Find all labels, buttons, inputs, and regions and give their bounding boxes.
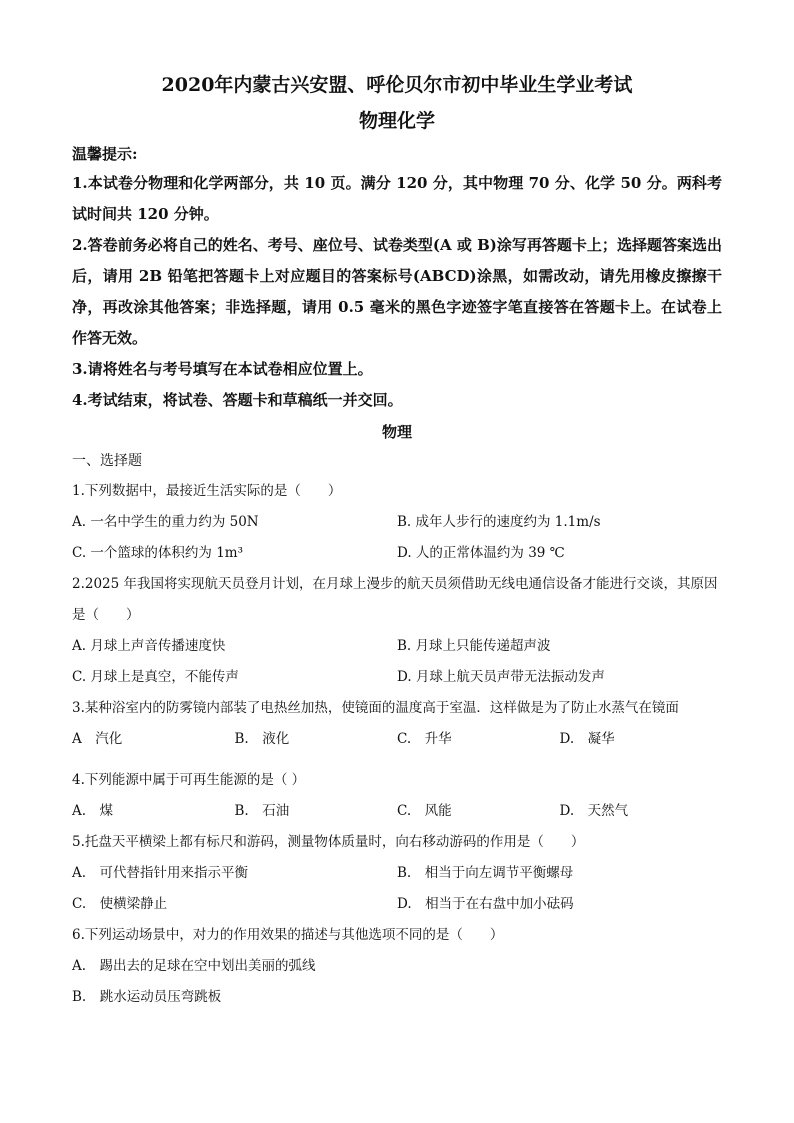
question-1 xyxy=(72,476,722,569)
option-b: B. 月球上只能传递超声波 xyxy=(397,638,551,654)
option-c: C. 风能 xyxy=(397,803,452,819)
part-title: 一、选择题 xyxy=(72,453,142,469)
options-row xyxy=(72,889,722,920)
tip-item-3: 3.请将姓名与考号填写在本试卷相应位置上。 xyxy=(72,360,373,378)
question-stem: 3.某种浴室内的防雾镜内部装了电热丝加热，使镜面的温度高于室温．这样做是为了防止水蒸气在镜面 xyxy=(72,700,679,716)
tip-item-2: 2.答卷前务必将自己的姓名、考号、座位号、试卷类型(A 或 B)涂写再答题卡上；选择题答案选出后，请用 2B 铅笔把答题卡上对应题目的答案标号(ABCD)涂黑，如需改动，请先用橡皮擦擦干净，再改涂其他答案；非选择题，请用 0.5 毫米的黑色字迹签字笔直接答在答题卡上。在试卷上作答无效。 xyxy=(72,236,722,347)
option-a: A. 煤 xyxy=(72,803,114,819)
spacer xyxy=(72,755,722,765)
option-b: B. 相当于向左调节平衡螺母 xyxy=(397,865,574,881)
option-c: C. 月球上是真空，不能传声 xyxy=(72,669,239,685)
exam-title: 2020年内蒙古兴安盟、呼伦贝尔市初中毕业生学业考试 xyxy=(161,74,633,96)
tips-heading: 温馨提示: xyxy=(72,145,138,163)
question-stem: 6.下列运动场景中，对力的作用效果的描述与其他选项不同的是（ ） xyxy=(72,927,504,943)
option-d: D. 月球上航天员声带无法振动发声 xyxy=(397,669,605,685)
question-stem: 5.托盘天平横梁上都有标尺和游码，测量物体质量时，向右移动游码的作用是（ ） xyxy=(72,834,585,850)
option-b: B. 液化 xyxy=(234,731,290,747)
option-a: A. 一名中学生的重力约为 50N xyxy=(72,514,259,530)
options-row xyxy=(72,631,722,662)
options-row xyxy=(72,662,722,693)
question-2 xyxy=(72,569,722,693)
tips-block xyxy=(72,142,722,416)
option-c: C. 使横梁静止 xyxy=(72,896,168,912)
options-row xyxy=(72,724,722,755)
tip-item-4: 4.考试结束，将试卷、答题卡和草稿纸一并交回。 xyxy=(72,391,403,409)
options-row xyxy=(72,858,722,889)
option-b: B. 跳水运动员压弯跳板 xyxy=(72,989,222,1005)
question-5 xyxy=(72,827,722,920)
option-a: A. 可代替指针用来指示平衡 xyxy=(72,865,249,881)
option-d: D. 天然气 xyxy=(559,803,629,819)
options-row xyxy=(72,796,722,827)
option-b: B. 石油 xyxy=(234,803,290,819)
question-stem: 2.2025 年我国将实现航天员登月计划，在月球上漫步的航天员须借助无线电通信设备才能进行交谈，其原因是（ ） xyxy=(72,576,718,623)
options-row xyxy=(72,538,722,569)
option-c: C. 一个篮球的体积约为 1m³ xyxy=(72,545,244,561)
option-d: D. 人的正常体温约为 39 ℃ xyxy=(397,545,565,561)
option-b: B. 成年人步行的速度约为 1.1m/s xyxy=(397,514,601,530)
tip-item-1: 1.本试卷分物理和化学两部分，共 10 页。满分 120 分，其中物理 70 分、化学 50 分。两科考试时间共 120 分钟。 xyxy=(72,174,722,223)
question-stem: 4.下列能源中属于可再生能源的是（ ） xyxy=(72,772,306,788)
question-6 xyxy=(72,920,722,1013)
section-title: 物理 xyxy=(381,423,412,441)
option-a: A. 月球上声音传播速度快 xyxy=(72,638,226,654)
option-a: A 汽化 xyxy=(72,731,123,747)
options-row xyxy=(72,507,722,538)
option-d: D. 凝华 xyxy=(559,731,615,747)
option-d: D. 相当于在右盘中加小砝码 xyxy=(397,896,574,912)
exam-subtitle: 物理化学 xyxy=(358,110,435,132)
question-4 xyxy=(72,765,722,827)
question-stem: 1.下列数据中，最接近生活实际的是（ ） xyxy=(72,483,342,499)
question-3 xyxy=(72,693,722,755)
option-c: C. 升华 xyxy=(397,731,452,747)
option-a: A. 踢出去的足球在空中划出美丽的弧线 xyxy=(72,958,316,974)
